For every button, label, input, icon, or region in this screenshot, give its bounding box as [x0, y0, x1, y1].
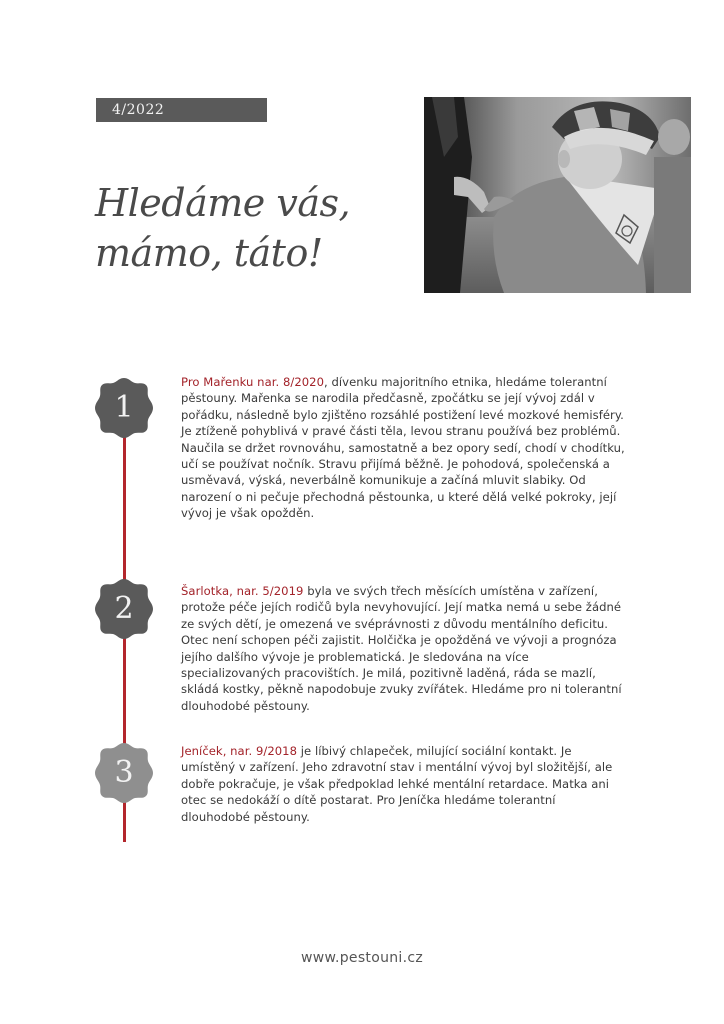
entry-2	[181, 583, 626, 714]
entry-3	[181, 743, 626, 825]
child-photo-illustration	[424, 97, 691, 293]
page-title	[95, 178, 350, 278]
header-photo	[424, 97, 691, 293]
entry-text: byla ve svých třech měsících umístěna v zařízení, protože péče jejích rodičů byla nevyhovující. Její matka nemá u sebe žádné ze svých dětí, je omezená ve svéprávnosti z důvodu mentálního deficitu. Otec není schopen péči zajistit. Holčička je opožděná ve vývoji a prognóza jejího dalšího vývoje je problematická. Je sledována na více specializovaných pracovištích. Je milá, pozitivně laděná, ráda se mazlí, skládá kostky, pěkně napodobuje zvuky zvířátek. Hledáme pro ni tolerantní dlouhodobé pěstouny.	[181, 584, 622, 713]
footer-url: www.pestouni.cz	[301, 950, 423, 966]
entry-lead: Pro Mařenku nar. 8/2020	[181, 375, 325, 389]
step-number: 3	[114, 755, 134, 790]
entry-text: , dívenku majoritního etnika, hledáme tolerantní pěstouny. Mařenka se narodila předčasně, zpočátku se její vývoj zdál v pořádku, následně bylo zjištěno rozsáhlé postižení levé mozkové hemisféry. Je ztíženě pohyblivá v pravé části těla, levou stranu používá bez problémů. Naučila se držet rovnováhu, samostatně a bez opory sedí, chodí v chodítku, učí se používat nočník. Stravu přijímá běžně. Je pohodová, společenská a usměvavá, výská, neverbálně komunikuje a začíná mluvit slabiky. Od narození o ni pečuje přechodná pěstounka, u které dělá velké pokroky, její vývoj je však opožděn.	[181, 375, 625, 521]
title-line-2: mámo, táto!	[95, 231, 323, 275]
step-badge-1	[92, 376, 156, 440]
entry-text: je líbivý chlapeček, milující sociální kontakt. Je umístěný v zařízení. Jeho zdravotní stav i mentální vývoj byl složitější, ale dobře pokračuje, je však předpoklad lehké mentální retardace. Matka ani otec se nedokáží o dítě postarat. Pro Jeníčka hledáme tolerantní dlouhodobé pěstouny.	[181, 744, 613, 824]
title-line-1: Hledáme vás,	[95, 181, 351, 225]
step-badge-2	[92, 577, 156, 641]
step-number: 1	[114, 390, 134, 425]
issue-badge: 4/2022	[96, 98, 267, 122]
step-badge-3	[92, 741, 156, 805]
entry-lead: Šarlotka, nar. 5/2019	[181, 584, 304, 598]
step-number: 2	[114, 591, 134, 626]
entry-1	[181, 374, 626, 522]
entry-lead: Jeníček, nar. 9/2018	[181, 744, 298, 758]
